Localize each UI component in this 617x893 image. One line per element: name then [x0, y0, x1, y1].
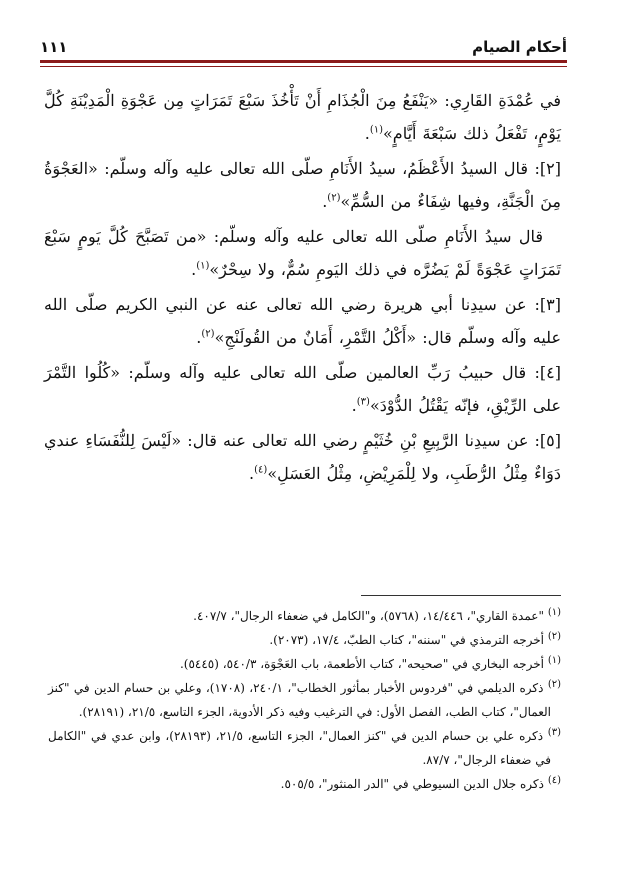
footnote-ref: (٣)	[356, 396, 370, 408]
footnote-ref: (٢)	[327, 192, 341, 204]
header-rule-thick	[40, 60, 567, 63]
paragraph-text: [٥]: عن سيدِنا الرَّبِيعِ بْنِ خُثَيْمٍ رضي الله تعالى عنه قال: «لَيْسَ لِلنُّفَسَاءِ عندي دَوَاءٌ مِثْلُ الرُّطَبِ، ولا لِلْمَرِيْضِ، مِثْلُ العَسَلِ»	[44, 431, 561, 483]
paragraph-text: قال سيدُ الأَنَامِ صلّى الله تعالى عليه وآله وسلّم: «من تَصَبَّحَ كُلَّ يَومٍ سَبْعَ تَمَرَاتٍ عَجْوَةً لَمْ يَضُرَّه في ذلك اليَومِ سُمٌّ، ولا سِحْرٌ»	[44, 227, 561, 279]
footnote-ref: (٤)	[254, 464, 268, 476]
footnote-text: ذكره جلال الدين السيوطي في "الدر المنثور"، ٥٠٥/٥.	[280, 777, 544, 791]
footnote-text: ذكره علي بن حسام الدين في "كنز العمال"، الجزء التاسع، ٢١/٥، (٢٨١٩٣)، وابن عدي في "الكامل في ضعفاء الرجال"، ٨٧/٧.	[48, 729, 551, 767]
paragraph: في عُمْدَةِ القَارِي: «يَنْفَعُ مِنَ الْجُذَامِ أَنْ تَأْخُذَ سَبْعَ تَمَرَاتٍ مِن عَجْوَةِ الْمَدِيْنَةِ كُلَّ يَوْمٍ، تَفْعَلُ ذلك سَبْعَةَ أَيَّامٍ»$^{(١)}$.	[44, 91, 561, 143]
header-rule-thin	[40, 66, 567, 67]
paragraph: [٣]: عن سيدِنا أبي هريرة رضي الله تعالى عنه عن النبي الكريم صلّى الله عليه وآله وسلّم قال: «أَكْلُ التَّمْرِ، أَمَانٌ من القُولَنْجِ»$^{(٢)}$.	[44, 295, 561, 347]
footnote-text: ذكره الديلمي في "فردوس الأخبار بمأثور الخطاب"، ٢٤٠/١، (١٧٠٨)، وعلي بن حسام الدين في "كنز العمال"، كتاب الطب، الفصل الأول: في الترغيب وفيه ذكر الأدوية، الجزء التاسع، ٢١/٥، (٢٨١٩١).	[48, 681, 551, 719]
paragraph: [٥]: عن سيدِنا الرَّبِيعِ بْنِ خُثَيْمٍ رضي الله تعالى عنه قال: «لَيْسَ لِلنُّفَسَاءِ عندي دَوَاءٌ مِثْلُ الرُّطَبِ، ولا لِلْمَرِيْضِ، مِثْلُ العَسَلِ»$^{(٤)}$.	[44, 431, 561, 483]
footnote-text: أخرجه البخاري في "صحيحه"، كتاب الأطعمة، باب العَجْوَة، ٥٤٠/٣، (٥٤٤٥).	[179, 657, 544, 671]
footnote-ref: (٢)	[201, 328, 215, 340]
footnote-mark: (١)	[547, 607, 561, 618]
footnote	[48, 652, 561, 676]
footnote-separator	[361, 595, 561, 596]
paragraph: قال سيدُ الأَنَامِ صلّى الله تعالى عليه وآله وسلّم: «من تَصَبَّحَ كُلَّ يَومٍ سَبْعَ تَمَرَاتٍ عَجْوَةً لَمْ يَضُرَّه في ذلك اليَومِ سُمٌّ، ولا سِحْرٌ»$^{(١)}$.	[44, 227, 561, 279]
footnotes	[48, 604, 561, 796]
footnote-mark: (٤)	[547, 775, 561, 786]
footnote	[48, 628, 561, 652]
footnote-text: أخرجه الترمذي في "سننه"، كتاب الطبّ، ١٧/٤، (٢٠٧٣).	[269, 633, 544, 647]
footnote-ref: (١)	[196, 260, 210, 272]
footnote	[48, 604, 561, 628]
page-header	[40, 30, 567, 56]
footnote	[48, 772, 561, 796]
paragraph: [٢]: قال السيدُ الأَعْظَمُ، سيدُ الأَنَامِ صلّى الله تعالى عليه وآله وسلّم: «العَجْوَةُ مِنَ الْجَنَّةِ، وفيها شِفَاءٌ من السُّمِّ»$^{(٢)}$.	[44, 159, 561, 211]
paragraph-text: [٢]: قال السيدُ الأَعْظَمُ، سيدُ الأَنَامِ صلّى الله تعالى عليه وآله وسلّم: «العَجْوَةُ مِنَ الْجَنَّةِ، وفيها شِفَاءٌ من السُّمِّ»	[44, 159, 561, 211]
footnote	[48, 724, 561, 772]
page-number: ١١١	[40, 38, 68, 56]
footnote-mark: (٢)	[547, 631, 561, 642]
footnote-mark: (١)	[547, 655, 561, 666]
main-text	[44, 84, 561, 492]
footnote-ref: (١)	[369, 124, 383, 136]
footnote	[48, 676, 561, 724]
footnote-mark: (٣)	[547, 727, 561, 738]
paragraph: [٤]: قال حبيبُ رَبِّ العالمين صلّى الله تعالى عليه وآله وسلّم: «كُلُوا التَّمْرَ على الرِّيْقِ، فإنّه يَقْتُلُ الدُّوْدَ»$^{(٣)}$.	[44, 363, 561, 415]
footnote-text: "عمدة القاري"، ١٤/٤٤٦، (٥٧٦٨)، و"الكامل في ضعفاء الرجال"، ٤٠٧/٧.	[193, 609, 544, 623]
paragraph-text: [٤]: قال حبيبُ رَبِّ العالمين صلّى الله تعالى عليه وآله وسلّم: «كُلُوا التَّمْرَ على الرِّيْقِ، فإنّه يَقْتُلُ الدُّوْدَ»	[44, 363, 561, 415]
footnote-mark: (٢)	[547, 679, 561, 690]
running-title: أحكام الصيام	[472, 38, 567, 56]
paragraph-text: [٣]: عن سيدِنا أبي هريرة رضي الله تعالى عنه عن النبي الكريم صلّى الله عليه وآله وسلّم قال: «أَكْلُ التَّمْرِ، أَمَانٌ من القُولَنْجِ»	[44, 295, 561, 347]
paragraph-text: في عُمْدَةِ القَارِي: «يَنْفَعُ مِنَ الْجُذَامِ أَنْ تَأْخُذَ سَبْعَ تَمَرَاتٍ مِن عَجْوَةِ الْمَدِيْنَةِ كُلَّ يَوْمٍ، تَفْعَلُ ذلك سَبْعَةَ أَيَّامٍ»	[44, 91, 561, 143]
